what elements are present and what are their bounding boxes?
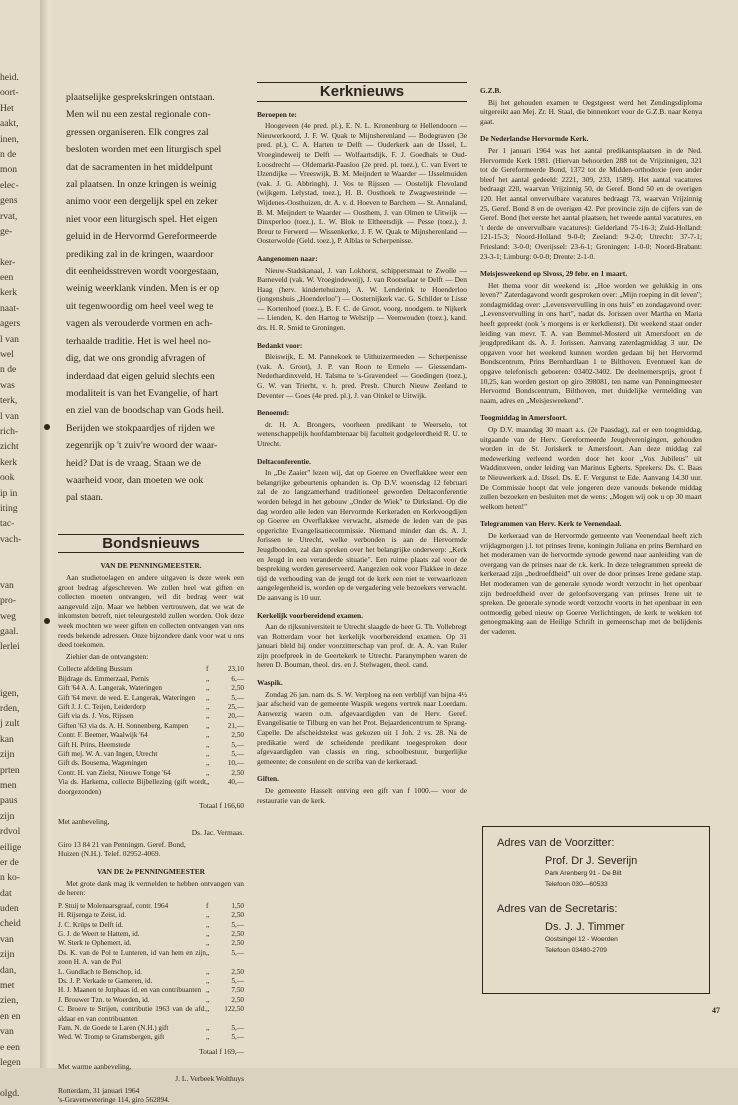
table-row <box>58 1033 244 1042</box>
section-title: G.Z.B. <box>480 86 502 95</box>
section-body: De gemeente Hasselt ontving een gift van f 1000.— voor de restauratie van de kerk. <box>257 786 467 805</box>
binding-hole <box>44 424 50 430</box>
fragment-line: zijn <box>0 749 15 761</box>
entry-amount: 2,50 <box>231 911 244 920</box>
intro-line: modaliteit is van het Evangelie, of hart <box>66 387 219 399</box>
fragment-line: e een <box>0 1041 20 1053</box>
entry-description: P. Stuij te Molenaarsgraaf, contr. 1964 <box>58 901 169 910</box>
entry-description: Wed. W. Tromp te Gramsbergen, gift <box>58 1033 165 1042</box>
section-title: Giften. <box>257 774 279 784</box>
fragment-line: naat- <box>0 302 20 314</box>
fragment-line: lerlei <box>0 641 20 653</box>
section-body: Aan de rijksuniversiteit te Utrecht slaagde de heer G. Th. Vollebregt van Rotterdam voor het kerkelijk voorbereidend examen. Op 31 januari bleld hij onder voorzitterschap van prof. dr. A. A. van Ruler zijn proefpreek in de Geertekerk te Utrecht. Paranymphen waren de heren D. Bouman, theol. drs. en J. Stelwagen, theol. cand. <box>257 622 467 670</box>
entry-currency: ,, <box>206 986 210 995</box>
entry-currency: ,, <box>206 995 210 1004</box>
entry-currency: ,, <box>206 693 210 702</box>
signature-line: Rotterdam, 31 januari 1964 <box>58 1085 140 1095</box>
entry-description: Bijdrage ds. Emmerzaal, Pernis <box>58 674 149 683</box>
table-row <box>58 939 244 948</box>
table-row <box>58 986 244 995</box>
entry-currency: ,, <box>206 749 210 758</box>
fragment-line: men <box>0 779 17 791</box>
section-title: Beroepen te: <box>257 109 297 119</box>
fragment-line: j zult <box>0 718 20 730</box>
secretaris-name: Ds. J. J. Timmer <box>545 921 625 933</box>
fragment-line: terk, <box>0 395 18 407</box>
intro-line: zegenrijk op 't zuiv're woord der waar- <box>66 440 218 452</box>
entry-description: Gift '64 A. A. Langerak, Wateringen <box>58 684 162 693</box>
fragment-line <box>0 670 38 685</box>
signature-line: 's-Gravenweteringe 114, giro 562894. <box>58 1095 170 1105</box>
section-body: Per 1 januari 1964 was het aantal predikantsplaatsen in de Ned. Hervormde Kerk 1981. (Hiervan behoorden 288 tot de Vrijzinnigen, 321 tot de Gereformeerde Bond, 1372 tot de Midden-orthodoxie (een ander bleef het aantal gedeeld: 2221, 309, 233, 1589). Het aantal vacatures bedraagt 220, waarvan Vrijzinnig 50, de Geref. Bond 50 en de overigen 120. Het aantal onvervulbare vacatures bedraagt 73, waarvan Vrijzinnig 25, Geref. Bond 8 en de overigen 42. Per provincie zijn de cijfers van de Geref. Bond (het eerste het aantal plaatsen, het tweede aantal vacatures, en 't derde de onvervulbare vacatures): Gelderland 75-16-3; Zuid-Holland: 121-15-3; Noord-Holland 9-0-0; Zeeland: 9-2-0; Utrecht: 37-7-1; Friesland: 3-0-0; Overijssel: 23-6-1; Groningen: 1-0-0; Noord-Brabant: 23-3-1; Limburg: 0-0-0; Drente: 2-1-0. <box>480 145 702 261</box>
fragment-line: kan <box>0 733 14 745</box>
section-body: Bij het gehouden examen te Oegstgeest werd het Zendingsdiploma uitgereikt aan Mej. Zr. H. Staal, die binnenkort voor de G.Z.B. naar Kenya gaat. <box>480 97 702 126</box>
section-title: Deltaconferentie. <box>257 456 311 466</box>
table-row <box>58 722 244 731</box>
secretaris-phone: Telefoon 03480-2709 <box>545 947 607 954</box>
signature-line: Giro 13 84 21 van Penningm. Geref. Bond, <box>58 839 186 849</box>
fragment-line: rdvol <box>0 826 21 838</box>
entry-currency: ,, <box>206 740 210 749</box>
entry-currency: ,, <box>206 684 210 693</box>
entry-amount: 20,— <box>227 712 244 721</box>
intro-line: plaatselijke gesprekskringen ontstaan. <box>66 92 215 103</box>
entry-description: Gift J. J. C. Teijen, Leiderdorp <box>58 702 146 711</box>
entry-description: Via ds. Harkema, collecte Bijbellezing (gift wordt doorgezonden) <box>58 778 206 796</box>
fragment-line: n de <box>0 364 17 376</box>
intro-line: heid? Dat is de vraag. Staan we de <box>66 457 201 469</box>
fragment-line: l van <box>0 410 19 422</box>
table-row <box>58 750 244 759</box>
entry-amount: 2,50 <box>231 684 244 693</box>
table-row <box>58 694 244 703</box>
fragment-line <box>0 655 38 670</box>
signature-block <box>58 1062 244 1104</box>
secretaris-street: Oostsingel 12 - Woerden <box>545 936 618 943</box>
entry-currency: f <box>206 665 209 674</box>
entry-amount: 6,— <box>231 674 244 683</box>
fragment-line: dat <box>0 887 12 899</box>
section-title: Benoemd: <box>257 408 290 418</box>
section-body: dr. H. A. Brongers, voorheen predikant te Weerselo, tot wetenschappelijk hoofdambtenaar bij faculteit godgeleerdheid R. U. te Utrecht. <box>257 419 467 448</box>
voorzitter-name: Prof. Dr J. Severijn <box>545 855 638 867</box>
table-row <box>58 996 244 1005</box>
fragment-line: mon <box>0 164 18 176</box>
entry-description: Giften '63 via ds. A. H. Sonnenberg, Kampen <box>58 721 189 730</box>
entry-amount: 122,50 <box>224 1005 244 1014</box>
entry-currency: ,, <box>206 1033 210 1042</box>
receipts-table-2 <box>58 902 244 1043</box>
entry-amount: 2,50 <box>231 929 244 938</box>
intro-line: en ziel van de boodschap van Gods heil. <box>66 405 224 417</box>
secretaris-title: Adres van de Secretaris: <box>497 903 618 915</box>
entry-amount: 10,— <box>227 759 244 768</box>
section-title: VAN DE 2e PENNINGMEESTER <box>96 866 206 876</box>
column-2 <box>257 82 467 807</box>
table-row <box>58 684 244 693</box>
fragment-line: rvat, <box>0 210 18 222</box>
fragment-line: kerk <box>0 287 18 299</box>
signature-block <box>58 817 244 859</box>
intro-line: prediking zal in de kringen, waardoor <box>66 248 214 260</box>
fragment-line: rden, <box>0 703 20 715</box>
fragment-line: iting <box>0 502 18 514</box>
fragment-line: cheid <box>0 918 21 930</box>
column-1 <box>58 90 244 1105</box>
intro-line: besloten worden met een liturgisch spel <box>66 144 222 156</box>
fragment-line: eilige <box>0 841 22 853</box>
intro-line: niet voor een liturgisch spel. Het eigen <box>66 213 218 225</box>
fragment-line: en en <box>0 1010 21 1022</box>
fragment-line: legen <box>0 1057 21 1068</box>
intro-line: gressen organiseren. Elk congres zal <box>66 126 209 138</box>
entry-currency: ,, <box>206 976 210 985</box>
entry-description: C. Broere te Strijen, contributie 1963 van de afd. aldaar en van contribuanten <box>58 1005 206 1023</box>
kerknieuws-heading: Kerknieuws <box>257 82 467 102</box>
fragment-line: wel <box>0 349 14 361</box>
entry-currency: ,, <box>206 929 210 938</box>
entry-description: Contr. F. Beemer, Waalwijk '64 <box>58 731 148 740</box>
fragment-line: ook <box>0 472 15 484</box>
fragment-line: er de <box>0 856 19 868</box>
entry-description: H. J. Maanen te Jutphaas id. en van contribuanten <box>58 986 202 995</box>
signature-line: Huizen (N.H.). Telef. 02952-4069. <box>58 849 161 859</box>
entry-currency: ,, <box>206 702 210 711</box>
fragment-line: n ko- <box>0 872 20 884</box>
entry-description: Gift via ds. J. Vos, Rijssen <box>58 712 134 721</box>
entry-amount: 7,50 <box>231 986 244 995</box>
fragment-line: was <box>0 379 15 391</box>
bondsnieuws-heading: Bondsnieuws <box>58 534 244 554</box>
fragment-line: heid. <box>0 72 19 83</box>
entry-currency: f <box>206 901 209 910</box>
fragment-line: oort- <box>0 87 19 99</box>
receipts-table-1 <box>58 665 244 797</box>
section-title: Aangenomen naar: <box>257 253 318 263</box>
intro-line: inderdaad dat eigen geluid slechts een <box>66 370 215 382</box>
entry-amount: 5,— <box>231 976 244 985</box>
entry-description: Gift mej. W. A. van Ingen, Utrecht <box>58 749 158 758</box>
intro-line: terhaalde traditie. Het is wel heel no- <box>66 335 211 347</box>
entry-description: Ds. J. P. Verkade te Gameren, id. <box>58 976 153 985</box>
entry-amount: 2,50 <box>231 939 244 948</box>
intro-line: pal staan. <box>66 492 103 504</box>
fragment-line: igen, <box>0 687 19 699</box>
entry-description: Collecte afdeling Bussum <box>58 665 133 674</box>
entry-description: L. Gundlach te Benschop, id. <box>58 967 143 976</box>
table-row <box>58 949 244 968</box>
table-row <box>58 977 244 986</box>
section-body: Bleiswijk, E. M. Pannekoek te Uithuizermeeden — Scherpenisse (vak. A. Groot), J. P. van Roon te Ermelo — Giessendam-Nederhardinxveld, H. Talsma te 's-Gravendeel — Goedingen (toez.), G. W. van Trierht, v. h. pred. Presb. Church Nieuw Zeeland te Deventer — Goes (4e pred. pl.), J. van Oinkel te Uitwijk. <box>257 352 467 400</box>
fragment-line: van <box>0 933 14 945</box>
fragment-line: zijn <box>0 949 15 961</box>
entry-amount: 5,— <box>231 1024 244 1032</box>
intro-line: uit tegenwoordig om heel veel weg te <box>66 300 214 312</box>
left-page-fragments <box>0 70 38 1101</box>
intro-line: Berijden we stokpaardjes of rijden we <box>66 422 215 434</box>
entry-currency: ,, <box>206 721 210 730</box>
entry-amount: 5,— <box>231 740 244 749</box>
section-body: Nieuw-Stadskanaal, J. van Lokhorst, schippersmaat te Zwolle — Barneveld (vak. W. Vroegindeweij), J. van Rootselaar te Delft — Den Haag (herv. kindertehuizen), A. W. Lenderink te Hoenderloo (jongenshuis „Hoenderloo") — Oosternijkerk vac. G. Schilder te Lisse — Kortenhoef (toez.), B. F. C. de Groot, voorg. noodgem. te Nijkerk — Lienden, K. den Hartog te Welsrijp — Veenwouden (toez.), kand. drs. H. R. Smid te Groningen. <box>257 265 467 333</box>
fragment-line: een <box>0 272 14 284</box>
fragment-line: inen, <box>0 133 19 145</box>
intro-article <box>58 90 244 506</box>
entry-amount: 5,— <box>231 948 244 957</box>
column-3-sections <box>480 86 702 636</box>
fragment-line: zicht <box>0 441 19 453</box>
fragment-line: aakt, <box>0 118 19 130</box>
intro-line: vagen als verouderde vormen en ach- <box>66 318 213 330</box>
fragment-line: kerk <box>0 456 18 468</box>
section-title: Waspik. <box>257 678 283 688</box>
table-row <box>58 1005 244 1024</box>
fragment-line: paus <box>0 795 18 807</box>
fragment-line: met <box>0 980 15 992</box>
entry-amount: 2,50 <box>231 995 244 1004</box>
intro-line: dit eenheidsstreven wordt voorgestaan, <box>66 266 219 278</box>
intro-line: geluid in de Hervormd Gereformeerde <box>66 231 217 243</box>
entry-description: W. Sterk te Ophemert, id. <box>58 939 132 948</box>
entry-currency: ,, <box>206 768 210 777</box>
paragraph: Met grote dank mag ik vermelden te hebben ontvangen van de heren: <box>58 878 244 898</box>
column-3 <box>480 78 702 818</box>
fragment-line: ge- <box>0 225 13 237</box>
entry-currency: ,, <box>206 759 210 768</box>
entry-currency: ,, <box>206 712 210 721</box>
fragment-line: ker- <box>0 256 16 268</box>
fragment-line: n de <box>0 148 17 160</box>
entry-currency: ,, <box>206 674 210 683</box>
fragment-line: gaal. <box>0 626 19 638</box>
section-title: Telegrammen van Herv. Kerk te Veenendaal. <box>480 519 622 529</box>
voorzitter-phone: Telefoon 030—60533 <box>545 881 608 888</box>
entry-amount: 1,50 <box>231 901 244 910</box>
entry-description: J. C. Krüps te Delft id. <box>58 920 124 929</box>
section-body: Het thema voor dit weekend is: „Hoe worden we gelukkig in ons leven?" Zaterdagavond wordt gesproken over: „Mijn roeping in dit leven"; zondagmiddag over: „Levensvervulling in ons huis" en zondagavond over: „Levensvervulling in ons hart", nadat ds. Jorissen over Martha en Maria heeft gepreekt (ook 's morgens is er kerkdienst). Dit weekend staat onder leiding van mevr. T. A. van Bemmel-Mosterd uit Amersfoort en de jeugdpredikant ds. A. J. Jorissen. Aanvang zaterdagmiddag 3 uur. De opgaven voor het weekend kunnen worden gedaan bij het Hervormd Bondscentrum, Prins Bernhardlaan 1 te Bilthoven. Eventueel kan de opgave telefonisch geboeren: 03402-3402. De deelnemersprijs, groot f 10,25, kan worden gestort op giro 398081, ten name van Penningmeester Hervormd Bondscentrum, Bilthoven, met duidelijke vermelding van naam, adres en „Meisjesweekend". <box>480 280 702 405</box>
fragment-line <box>0 239 38 254</box>
entry-description: Fam. N. de Goede te Laren (N.H.) gift <box>58 1024 169 1032</box>
table-row <box>58 731 244 740</box>
table-row <box>58 902 244 911</box>
table-row <box>58 921 244 930</box>
entry-currency: ,, <box>206 939 210 948</box>
section-body: Hoogeveen (4e pred. pl.), E. N. L. Kronenburg te Hellendoorn — Nieuwerkoord, J. F. W. Quak te Mijnsherenland — Bodegraven (3e pred. pl.), C. A. Harten te Delft — Ouderkerk aan de IJssel, L. Vroegindeweij te Delft — Wolfaartsdijk, F. J. Goedhals te Oud-Loosdrecht — Oldemarkt-Paasloo (2e pred. pl. toez.), C. van Evert te IJzendijke — Vreeswijk, B. M. Meijndert te Waarder — IJsselmuiden (vak. J. G. Abbringh), J. Vos te Rijssen — Oostelijk Flevoland (wijkgem. Lelystad, toez.), H. B. Oosthoek te Zwagwesteinde — Wijdenes-Oosthuizen, dr. A. v. d. Hoeven te Barchem — St. Annaland, B. M. Meijndert te Waarder — Oosthem, J. van Olmen te Uitwijk — Dinxperloo (toez.), L. W. Blok te Eltheetsdijk — Pesse (toez.), J. Breur te Ferwerd — Wissenkerke, J. F. W. Quak te Mijnsherenland — Oosterwolde (Geld. toez.), P. Alblas te Scherpenisse. <box>257 121 467 246</box>
signature-line: Met aanbeveling, <box>58 816 110 826</box>
table-row <box>58 1024 244 1033</box>
section-body: Zondag 26 jan. nam ds. S. W. Verploeg na een verblijf van bijna 4½ jaar afscheid van de gemeente Waspik wegens vertrek naar Loerdam. Aanwezig waren o.m. afgevaardigden van de Herv. Geref. Evangelisatie te Tilburg en van het Prot. Bejaardencentrum te Sprang-Capelle. De afscheidstekst was gekozen uit 1 Joh. 2 vs. 28. Na de predikatie werd de scheidende predikant toegesproken door afgevaardigden van classis en ring, schoolbestuur, burgerlijke gemeente; de consulent en de scriba van de kerkeraad. <box>257 689 467 766</box>
fragment-line: l van <box>0 333 19 345</box>
table-row <box>58 968 244 977</box>
signature-line: J. L. Verbeek Wolthuys <box>175 1074 244 1083</box>
table-row <box>58 741 244 750</box>
table-row <box>58 778 244 797</box>
entry-description: Contr. H. van Zielst, Nieuwe Tonge '64 <box>58 768 171 777</box>
entry-amount: 40,— <box>227 778 244 787</box>
fragment-line: zijn <box>0 810 15 822</box>
fragment-line: agers <box>0 318 21 330</box>
voorzitter-street: Park Arenberg 91 - De Bilt <box>545 870 622 877</box>
fragment-line <box>0 563 38 578</box>
entry-amount: 5,— <box>231 749 244 758</box>
intro-line: waarheid voor, dan moeten we ook <box>66 474 204 486</box>
section-body: In „De Zaaier" lezen wij, dat op Goeree en Overflakkee weer een belangrijke gebeurtenis ophanden is. Op D.V. woensdag 12 februari zal de zo langzamerhand traditioneel geworden Deltaconferentie worden belegd in het gebouw „Onder de Wiek" te Dirksland. Op die dag worden alle leden van Hervormde Kerkeraden en Kerkvoogdijen op Goeree en Overflakkee verwacht, alsmede de leden van de pas opgerichte Evangelisatiecommissie. Niemand minder dan ds. A. J. Jorissen te Utrecht, welke verbonden is aan de Hervormde Jeugdbonden, zal dan spreken over het belangrijke onderwerp: „Kerk en Jeugd in een veranderde situatie". Een ruime plaats zal voor de bespreking worden gereserveerd. Aangezien ook voor Flakkee in deze tijd de verhouding van de jeugd tot de kerk een niet te verwaarlozen aangelegenheid is, worden op de vergadering vele bezoekers verwacht. De aanvang is 10 uur. <box>257 468 467 602</box>
entry-currency: ,, <box>206 778 210 787</box>
binding-hole <box>44 618 50 624</box>
voorzitter-title: Adres van de Voorzitter: <box>497 837 615 849</box>
paragraph: Aan studietoelagen en andere uitgaven is deze week een groot bedrag afgeschreven. We zullen heel wat giften en collecten moeten ontvangen, wil dit bedrag weer wat aangevuld zijn. Maar we hebben vertrouwen, dat we wat de inkomsten betreft, niet teleurgesteld zullen worden. Ook deze week mochten we weer giften en collecten ontvangen van ons reeds bekende adressen. Onze bijzondere dank voor wat u ons deed toekomen. <box>58 572 244 650</box>
table-row <box>58 759 244 768</box>
fragment-line: Het <box>0 102 14 114</box>
fragment-line: gens <box>0 195 18 207</box>
section-title: Toogmiddag in Amersfoort. <box>480 413 567 423</box>
section-title: Meisjesweekend op Sivoss, 29 febr. en 1 maart. <box>480 269 628 279</box>
page-number: 47 <box>712 1006 720 1015</box>
intro-line: Men wil nu een zestal regionale con- <box>66 109 211 121</box>
total-line: Totaal f 166,60 <box>199 800 244 810</box>
entry-amount: 5,— <box>231 920 244 929</box>
fragment-line: dan, <box>0 964 17 976</box>
paragraph: Ziehier dan de ontvangsten: <box>66 651 149 661</box>
fragment-line: pro- <box>0 595 16 607</box>
fragment-line: olgd. <box>0 1087 20 1099</box>
entry-description: Gift ds. Bousema, Wageningen <box>58 759 148 768</box>
table-row <box>58 769 244 778</box>
table-row <box>58 665 244 674</box>
section-title: Kerkelijk voorbereidend examen. <box>257 610 363 620</box>
entry-amount: 23,10 <box>227 665 244 674</box>
entry-currency: ,, <box>206 1005 210 1014</box>
intro-line: weinig weerklank vinden. Men is er op <box>66 283 220 295</box>
signature-line: Ds. Jac. Vermaas. <box>191 828 244 838</box>
fragment-line: uden <box>0 903 19 915</box>
section-title: VAN DE PENNINGMEESTER. <box>100 561 202 571</box>
entry-currency: ,, <box>206 1024 210 1032</box>
table-row <box>58 712 244 721</box>
entry-description: H. Rijsenga te Zeist, id. <box>58 911 127 920</box>
fragment-line: tac- <box>0 518 15 530</box>
signature-line: Met warme aanbeveling, <box>58 1062 132 1072</box>
fragment-line <box>0 547 38 562</box>
fragment-line: van <box>0 579 14 591</box>
table-row <box>58 911 244 920</box>
intro-line: dig, dat we ons grondig afvragen of <box>66 353 206 365</box>
entry-description: Ds. K. van de Pol te Lunteren, id van hem en zijn zoon H. A. van de Pol <box>58 948 206 967</box>
entry-currency: ,, <box>206 920 210 929</box>
fragment-line <box>0 1070 38 1085</box>
entry-amount: 2,50 <box>231 731 244 740</box>
entry-amount: 25,— <box>227 702 244 711</box>
fragment-line: prten <box>0 764 20 776</box>
entry-currency: ,, <box>206 967 210 976</box>
table-row <box>58 703 244 712</box>
fragment-line: ip in <box>0 487 18 499</box>
table-row <box>58 930 244 939</box>
entry-currency: ,, <box>206 911 210 920</box>
intro-line: zal plaatsen. In onze kringen is weinig <box>66 179 217 191</box>
section-title: Bedankt voor: <box>257 340 303 350</box>
intro-line: animo voor een dergelijk spel en zeker <box>66 196 218 208</box>
fragment-line: zien, <box>0 995 19 1007</box>
table-row <box>58 675 244 684</box>
entry-amount: 2,50 <box>231 967 244 976</box>
section-title: De Nederlandse Hervormde Kerk. <box>480 134 589 144</box>
address-box <box>482 826 710 994</box>
fragment-line: elec- <box>0 179 19 191</box>
entry-amount: 2,50 <box>231 768 244 777</box>
kerknieuws-sections <box>257 110 467 806</box>
entry-amount: 21,— <box>227 721 244 730</box>
fragment-line: van <box>0 1026 14 1038</box>
section-body: De kerkeraad van de Hervormde gemeente van Veenendaal heeft zich vrijdagmorgen j.l. tot prinses Irene, koningin Juliana en prins Bernhard en het moderamen van de hervormde synode gewend naar aanleiding van de overgang van de prinses naar de r.k. kerk. In deze telegrammen spreekt de kerkeraad zijn „bedroefdheid" uit over de door prinses Irene gedane stap. Het moderamen van de generale synode wordt verzocht in het openbaar zijn bedroefdheid over de geloofsovergang van prinses Irene uit te spreken. De generale synode wordt verzocht voorts in het openbaar in een ootmoedig gebed nieuw op Goeree Verlichtingen, de kerk te wekken tot genoegmaking aan de Heilige Schrift in gemeenschap met de belijdenis der vaderen. <box>480 530 702 636</box>
fragment-line: vach- <box>0 533 22 545</box>
intro-line: dat de sacramenten in het middelpunt <box>66 161 213 173</box>
entry-description: J. Brouwer Tzn. te Woerden, id. <box>58 995 150 1004</box>
entry-description: Gift '64 mevr. de wed. E. Langerak, Wateringen <box>58 693 196 702</box>
entry-currency: ,, <box>206 731 210 740</box>
page-spine <box>40 0 54 1068</box>
fragment-line: rich- <box>0 425 19 437</box>
entry-currency: ,, <box>206 948 210 957</box>
total-line: Totaal f 169,— <box>199 1046 244 1056</box>
entry-amount: 5,— <box>231 1033 244 1042</box>
fragment-line: weg <box>0 610 16 622</box>
entry-description: Gift H. Prins, Heemstede <box>58 740 131 749</box>
entry-description: G. J. de Weert te Hattem, id. <box>58 929 140 938</box>
entry-amount: 5,— <box>231 693 244 702</box>
section-body: Op D.V. maandag 30 maart a.s. (2e Paasdag), zal er een toogmiddag, uitgaande van de Herv. Gereformeerde Jeugdverenigingen, gehouden worden in de St. Joriskerk te Amersfoort. Aan deze middag zal medewerking verleend worden door het koor „Vox Jubileus" uit Waddinxveen, onder leiding van Marinus Egberts. Sprekers: Ds. C. Baas te Nieuwerkerk a.d. IJssel. Ds. E. F. Vergunst te Ede. Aanvang 14.30 uur. De Commissie hoopt dat vele jongeren deze vanouds bekende middag zullen bezoeken en besluiten met de wens: „Mogen wij ook u op 30 maart welkom heten!" <box>480 425 702 511</box>
